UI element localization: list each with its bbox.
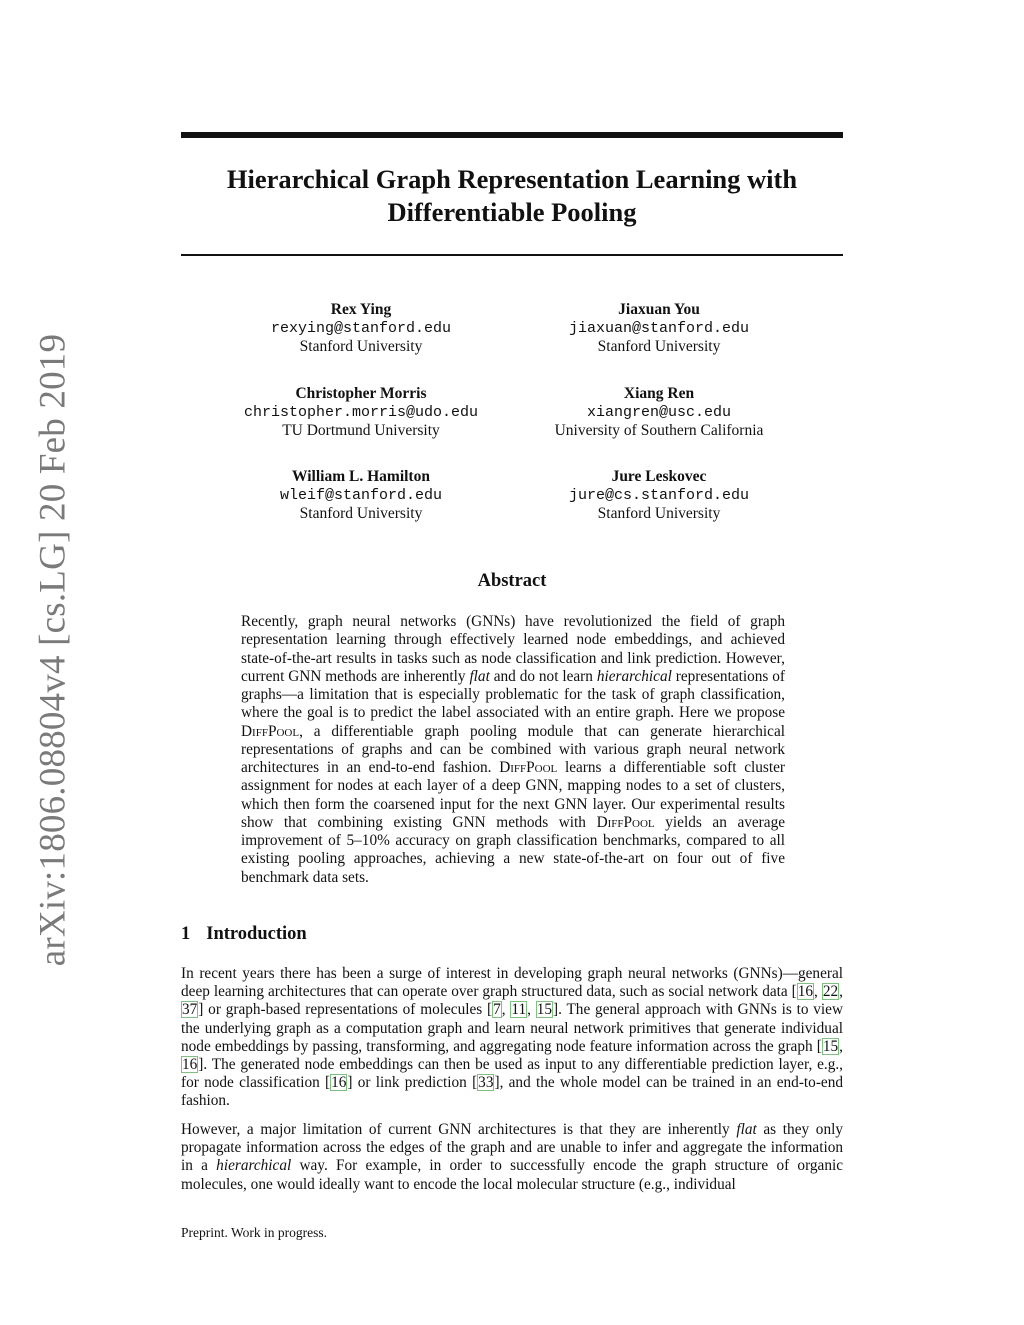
citation-link[interactable]: 33 bbox=[478, 1074, 494, 1092]
method-name: DiffPool bbox=[499, 759, 558, 776]
method-name: DiffPool bbox=[596, 813, 655, 831]
author-block bbox=[494, 385, 824, 441]
author-affiliation: TU Dortmund University bbox=[282, 422, 440, 439]
author-email: christopher.morris@udo.edu bbox=[243, 403, 479, 421]
author-email: rexying@stanford.edu bbox=[270, 319, 452, 337]
method-name: DiffPool bbox=[241, 722, 300, 740]
title-bottom-rule bbox=[181, 254, 843, 256]
citation-link[interactable]: 37 bbox=[182, 1001, 198, 1019]
author-email: jiaxuan@stanford.edu bbox=[568, 319, 750, 337]
section-title: Introduction bbox=[206, 924, 307, 944]
author-name: Xiang Ren bbox=[623, 385, 695, 402]
author-name: Jiaxuan You bbox=[618, 301, 700, 318]
citation-link[interactable]: 22 bbox=[822, 983, 839, 1001]
author-affiliation: Stanford University bbox=[299, 505, 423, 522]
paper-title bbox=[181, 163, 843, 229]
author-block bbox=[196, 468, 526, 524]
citation-link[interactable]: 15 bbox=[536, 1001, 553, 1019]
author-name: Rex Ying bbox=[330, 301, 392, 318]
author-name: Christopher Morris bbox=[295, 385, 427, 402]
author-affiliation: Stanford University bbox=[597, 338, 721, 355]
author-affiliation: Stanford University bbox=[597, 505, 721, 522]
intro-paragraph: In recent years there has been a surge of interest in developing graph neural networks (GNNs)—general deep learning architectures that can operate over graph structured data, such as social network data [16, 22, 37] or graph-based representations of molecules [7, 11, 15]. The general approach with GNNs is to view the underlying graph as a computation graph and learn neural network primitives that generate individual node embeddings by passing, transforming, and aggregating node feature information across the graph [15, 16]. The generated node embeddings can then be used as input to any differentiable prediction layer, e.g., for node classification [16] or link prediction [33], and the whole model can be trained in an end-to-end fashion. bbox=[181, 965, 843, 1110]
title-line-1: Hierarchical Graph Representation Learning with bbox=[226, 164, 798, 194]
citation-link[interactable]: 15 bbox=[822, 1037, 839, 1055]
author-name: William L. Hamilton bbox=[292, 468, 430, 485]
section-heading bbox=[181, 924, 307, 945]
footer-note: Preprint. Work in progress. bbox=[181, 1225, 328, 1240]
intro-paragraph: However, a major limitation of current GNN architectures is that they are inherently flat as they only propagate information across the edges of the graph and are unable to infer and aggregate the information in a hierarchical way. For example, in order to successfully encode the graph structure of organic molecules, one would ideally want to encode the local molecular structure (e.g., individual bbox=[181, 1121, 844, 1193]
abstract-text: Recently, graph neural networks (GNNs) have revolutionized the field of graph representation learning through effectively learned node embeddings, and achieved state-of-the-art results in tasks such as node classification and link prediction. However, current GNN methods are inherently flat and do not learn hierarchical representations of graphs—a limitation that is especially problematic for the task of graph classification, where the goal is to predict the label associated with an entire graph. Here we propose DiffPool, a differentiable graph pooling module that can generate hierarchical representations of graphs and can be combined with various graph neural network architectures in an end-to-end fashion. DiffPool learns a differentiable soft cluster assignment for nodes at each layer of a deep GNN, mapping nodes to a set of clusters, which then form the coarsened input for the next GNN layer. Our experimental results show that combining existing GNN methods with DiffPool yields an average improvement of 5–10% accuracy on graph classification benchmarks, compared to all existing pooling approaches, achieving a new state-of-the-art on four out of five benchmark data sets. bbox=[241, 613, 786, 886]
author-email: jure@cs.stanford.edu bbox=[568, 486, 750, 504]
author-block bbox=[196, 301, 526, 357]
citation-link[interactable]: 7 bbox=[493, 1001, 501, 1019]
citation-link[interactable]: 16 bbox=[797, 983, 814, 1001]
section-number: 1 bbox=[181, 924, 191, 944]
author-email: xiangren@usc.edu bbox=[586, 403, 732, 421]
arxiv-id: arXiv:1806.08804v4 [cs.LG] 20 Feb 2019 bbox=[32, 333, 74, 967]
citation-link[interactable]: 16 bbox=[331, 1074, 347, 1092]
citation-link[interactable]: 16 bbox=[182, 1056, 198, 1074]
author-email: wleif@stanford.edu bbox=[279, 486, 443, 504]
author-affiliation: University of Southern California bbox=[554, 422, 764, 439]
citation-link[interactable]: 11 bbox=[511, 1001, 527, 1019]
title-line-2: Differentiable Pooling bbox=[387, 197, 637, 227]
author-block bbox=[196, 385, 526, 441]
title-top-rule bbox=[181, 132, 843, 138]
author-affiliation: Stanford University bbox=[299, 338, 423, 355]
author-block bbox=[494, 468, 824, 524]
author-block bbox=[494, 301, 824, 357]
author-name: Jure Leskovec bbox=[611, 468, 707, 485]
abstract-heading: Abstract bbox=[477, 571, 547, 591]
